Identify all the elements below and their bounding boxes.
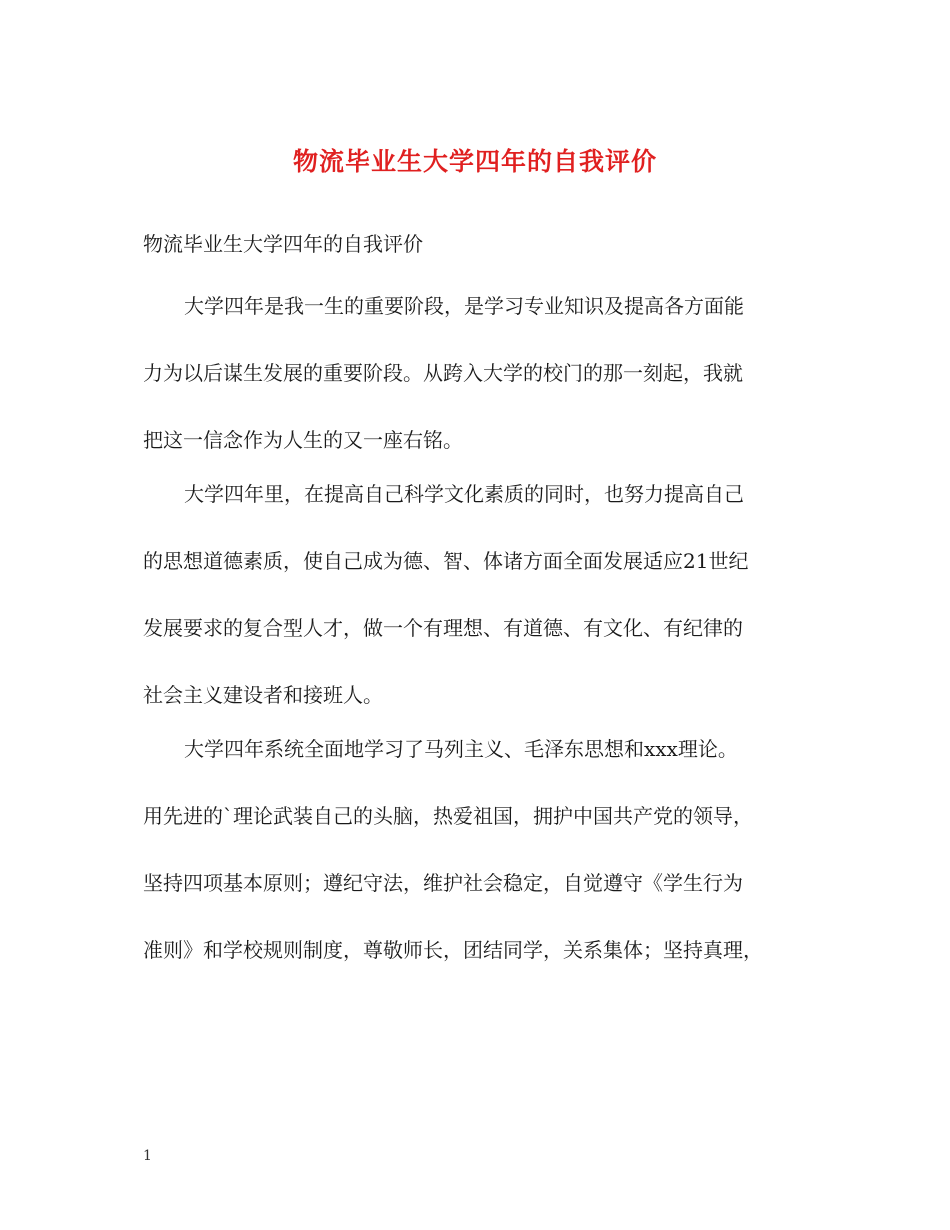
document-body — [143, 228, 808, 988]
paragraph-line: 发展要求的复合型人才，做一个有理想、有道德、有文化、有纪律的 — [143, 616, 743, 640]
paragraph — [143, 733, 808, 966]
page-number: 1 — [143, 1148, 152, 1164]
paragraph-line: 大学四年是我一生的重要阶段，是学习专业知识及提高各方面能 — [184, 294, 744, 318]
paragraph-line: 力为以后谋生发展的重要阶段。从跨入大学的校门的那一刻起，我就 — [143, 361, 743, 385]
paragraph-line: 把这一信念作为人生的又一座右铭。 — [143, 428, 463, 452]
paragraph-line: 大学四年系统全面地学习了马列主义、毛泽东思想和xxx理论。 — [184, 737, 738, 761]
paragraph-line: 的思想道德素质，使自己成为德、智、体诸方面全面发展适应21世纪 — [143, 549, 749, 573]
document-title: 物流毕业生大学四年的自我评价 — [292, 147, 657, 176]
document-subtitle: 物流毕业生大学四年的自我评价 — [143, 232, 423, 256]
paragraph-line: 大学四年里，在提高自己科学文化素质的同时，也努力提高自己 — [184, 482, 744, 506]
paragraph-line: 社会主义建设者和接班人。 — [143, 683, 383, 707]
paragraph-line: 坚持四项基本原则；遵纪守法，维护社会稳定，自觉遵守《学生行为 — [143, 871, 743, 895]
paragraph — [143, 290, 808, 456]
paragraph — [143, 478, 808, 711]
paragraph-line: 准则》和学校规则制度，尊敬师长，团结同学，关系集体；坚持真理， — [143, 938, 763, 962]
paragraph-line: 用先进的`理论武装自己的头脑，热爱祖国，拥护中国共产党的领导， — [143, 804, 753, 828]
